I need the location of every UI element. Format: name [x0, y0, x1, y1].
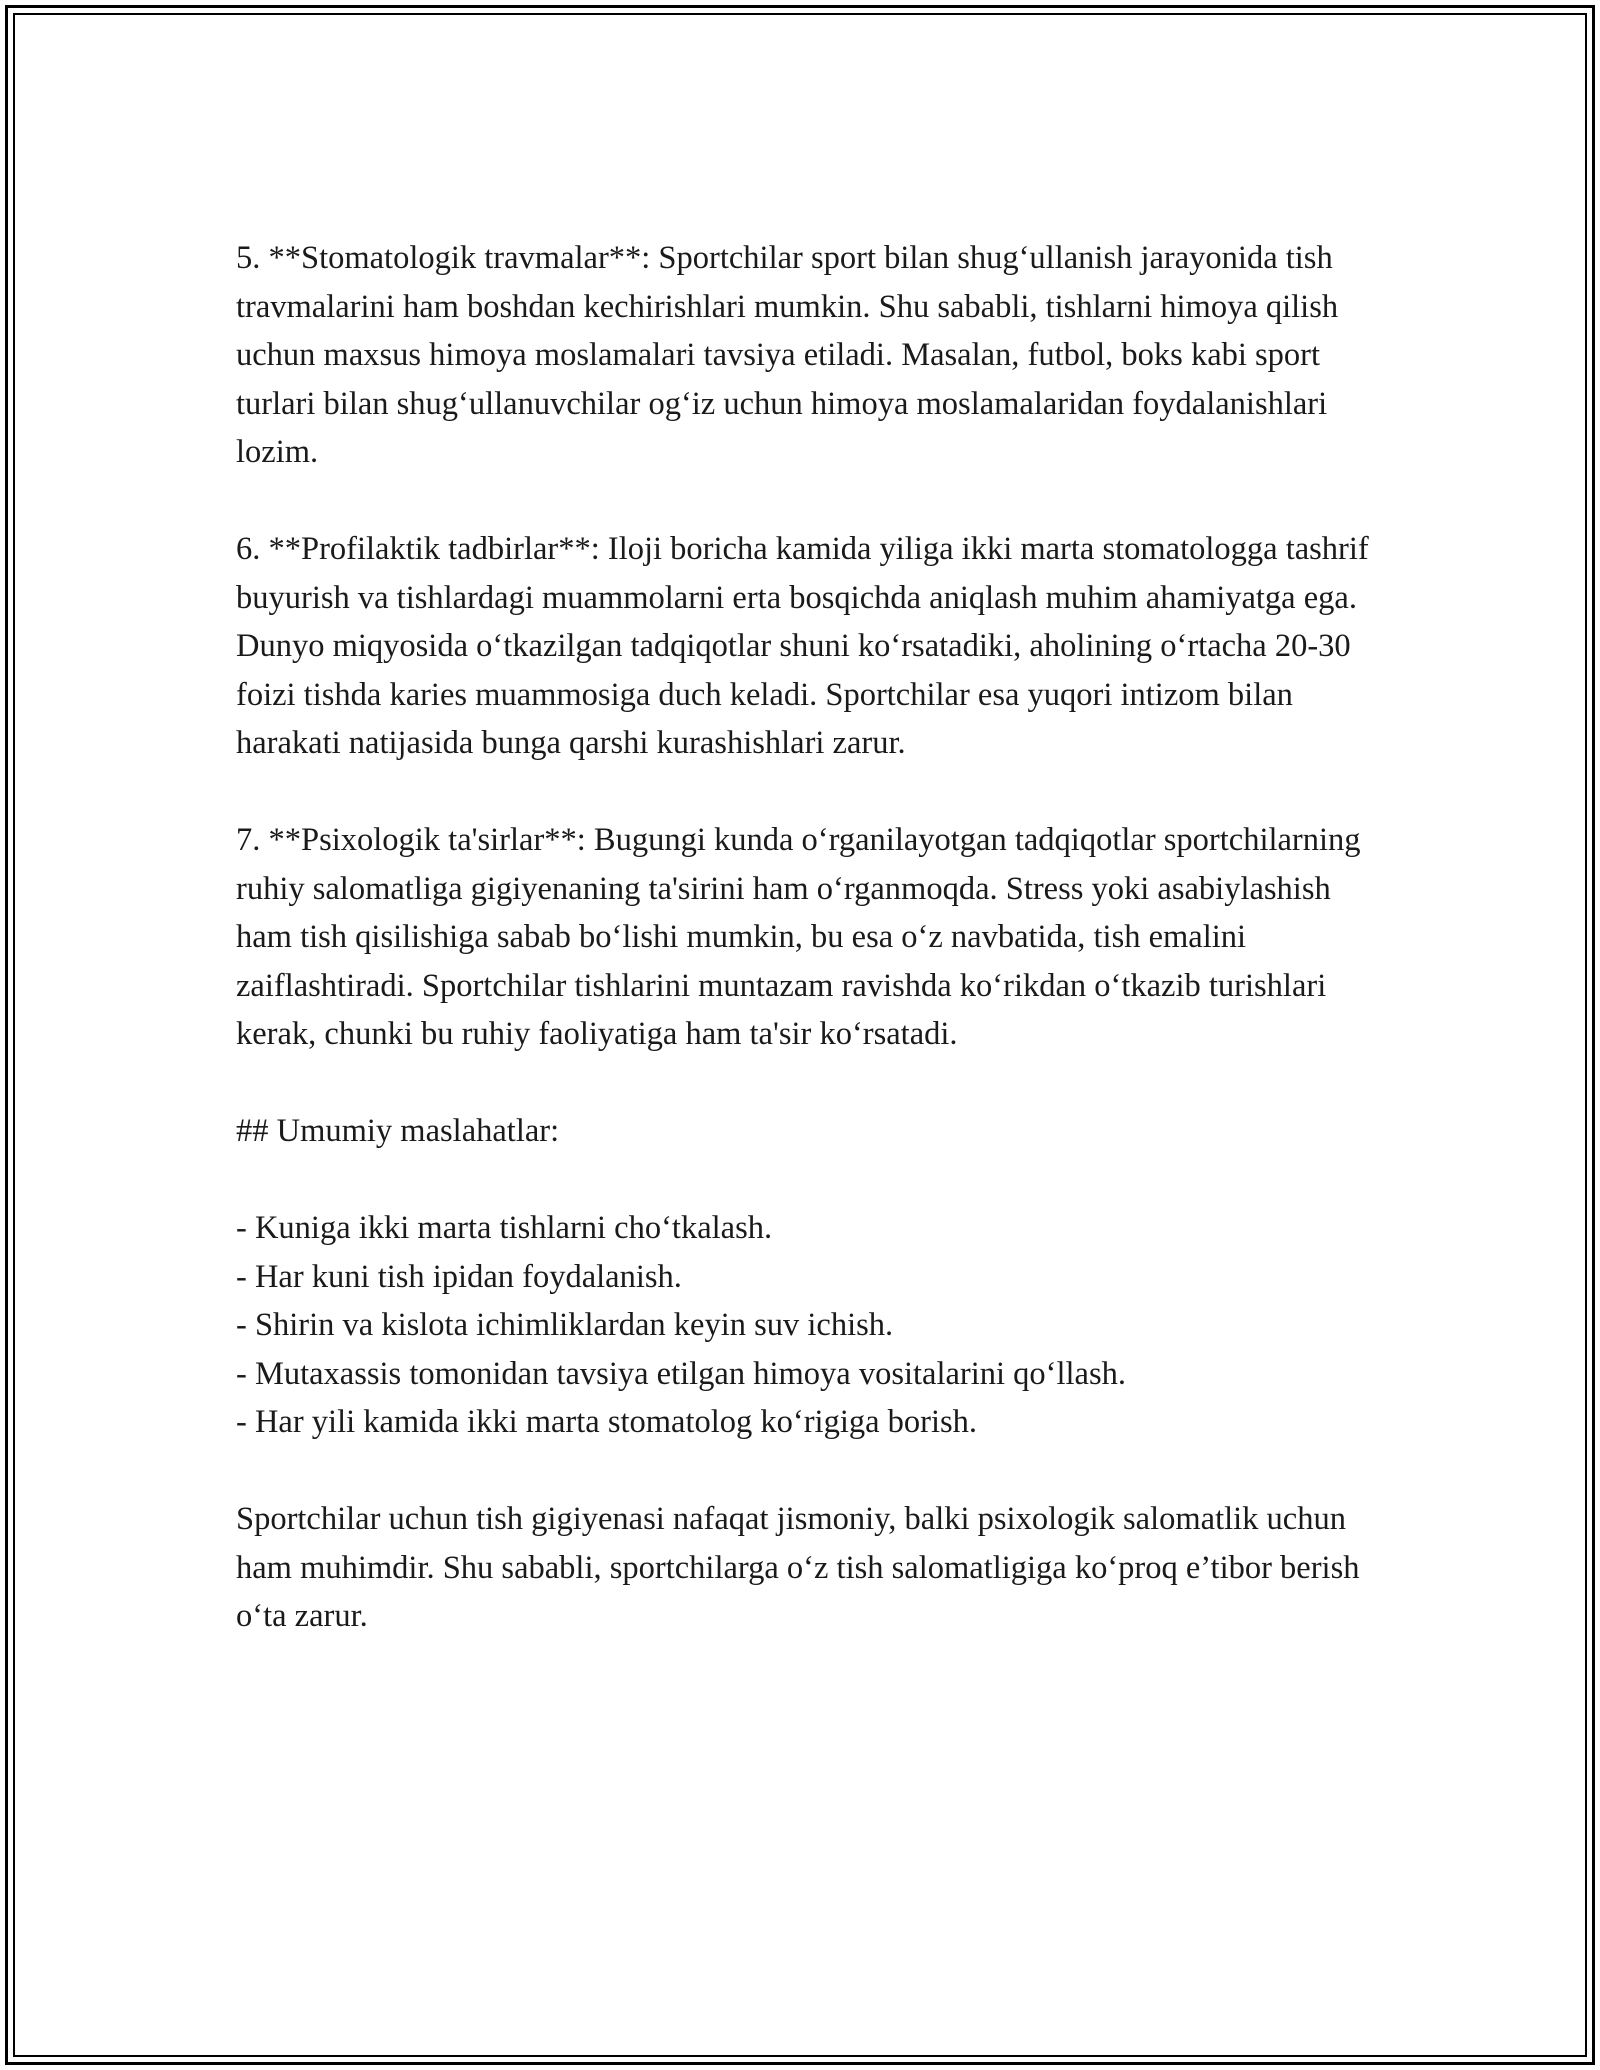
section-heading: ## Umumiy maslahatlar: — [236, 1113, 560, 1149]
list-item: - Shirin va kislota ichimliklardan keyin suv ichish. — [236, 1307, 894, 1343]
list-item: - Har yili kamida ikki marta stomatolog ko‘rigiga borish. — [236, 1404, 978, 1440]
list-item: - Mutaxassis tomonidan tavsiya etilgan himoya vositalarini qo‘llash. — [236, 1355, 1126, 1392]
paragraph-stomatologik-travmalar: 5. **Stomatologik travmalar**: Sportchilar sport bilan shug‘ullanish jarayonida tish travmalarini ham boshdan kechirishlari mumkin. Shu sababli, tishlarni himoya qilish uchun maxsus himoya moslamalari tavsiya etiladi. Masalan, futbol, boks kabi sport turlari bilan shug‘ullanuvchilar og‘iz uchun himoya moslamalaridan foydalanishlari lozim. — [236, 240, 1339, 470]
list-item: - Har kuni tish ipidan foydalanish. — [236, 1258, 682, 1295]
paragraph-psixologik-tasirlar: 7. **Psixologik ta'sirlar**: Bugungi kunda o‘rganilayotgan tadqiqotlar sportchilarning ruhiy salomatliga gigiyenaning ta'sirini ham o‘rganmoqda. Stress yoki asabiylashish ham tish qisilishiga sabab bo‘lishi mumkin, bu esa o‘z navbatida, tish emalini zaiflashtiradi. Sportchilar tishlarini muntazam ravishda ko‘rikdan o‘tkazib turishlari kerak, chunki bu ruhiy faoliyatiga ham ta'sir ko‘rsatadi. — [236, 822, 1361, 1052]
paragraph-conclusion: Sportchilar uchun tish gigiyenasi nafaqat jismoniy, balki psixologik salomatlik uchun ham muhimdir. Shu sababli, sportchilarga o‘z tish salomatligiga ko‘proq e’tibor berish o‘ta zarur. — [236, 1501, 1360, 1634]
list-item: - Kuniga ikki marta tishlarni cho‘tkalash. — [236, 1210, 773, 1246]
document-body — [236, 234, 1376, 1689]
tips-list — [236, 1204, 1376, 1447]
paragraph-profilaktik-tadbirlar: 6. **Profilaktik tadbirlar**: Iloji boricha kamida yiliga ikki marta stomatologga tashrif buyurish va tishlardagi muammolarni erta bosqichda aniqlash muhim ahamiyatga ega. Dunyo miqyosida o‘tkazilgan tadqiqotlar shuni ko‘rsatadiki, aholining o‘rtacha 20-30 foizi tishda karies muammosiga duch keladi. Sportchilar esa yuqori intizom bilan harakati natijasida bunga qarshi kurashishlari zarur. — [236, 531, 1369, 761]
